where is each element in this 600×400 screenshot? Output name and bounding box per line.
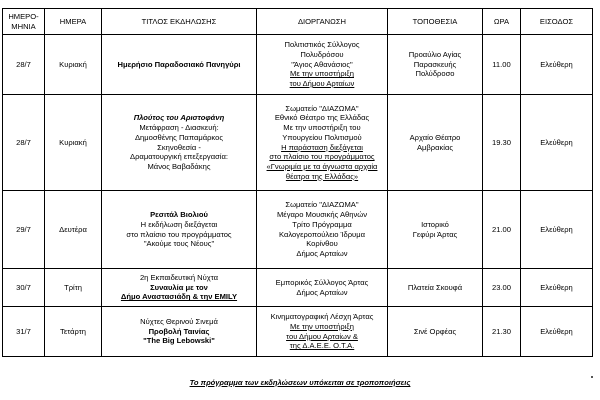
- cell-time: 21.30: [483, 307, 521, 357]
- table-row: [3, 35, 593, 95]
- footnote: Το πρόγραμμα των εκδηλώσεων υπόκειται σε τροποποιήσεις: [189, 378, 411, 387]
- cell-organizer: Εμπορικός Σύλλογος Άρτας Δήμος Αρταίων: [257, 269, 388, 307]
- cell-organizer: Κινηματογραφική Λέσχη Άρτας Με την υποστήριξη του Δήμου Αρταίων & της Δ.Α.Ε.Ε. Ο.Τ.Α.: [257, 307, 388, 357]
- cell-location: Προαύλιο Αγίας Παρασκευής Πολύδροσο: [388, 35, 483, 95]
- table-row: [3, 191, 593, 269]
- header-row: [3, 9, 593, 35]
- cell-entry: Ελεύθερη: [521, 307, 593, 357]
- header-organizer: ΔΙΟΡΓΑΝΩΣΗ: [257, 9, 388, 35]
- cell-entry: Ελεύθερη: [521, 35, 593, 95]
- cell-entry: Ελεύθερη: [521, 191, 593, 269]
- header-time: ΩΡΑ: [483, 9, 521, 35]
- table-row: [3, 95, 593, 191]
- cell-time: 21.00: [483, 191, 521, 269]
- cell-location: Αρχαίο Θέατρο Αμβρακίας: [388, 95, 483, 191]
- header-day: ΗΜΕΡΑ: [45, 9, 102, 35]
- cell-date: 31/7: [3, 307, 45, 357]
- cell-date: 30/7: [3, 269, 45, 307]
- cell-title: Πλούτος του Αριστοφάνη Μετάφραση - Διασκευή: Δημοσθένης Παπαμάρκος Σκηνοθεσία - Δραματουργική επεξεργασία: Μάνος Βαβαδάκης: [102, 95, 257, 191]
- cell-organizer: Πολιτιστικός Σύλλογος Πολυδρόσου "Άγιος Αθανάσιος" Με την υποστήριξη του Δήμου Αρταίων: [257, 35, 388, 95]
- cell-day: Δευτέρα: [45, 191, 102, 269]
- header-title: ΤΙΤΛΟΣ ΕΚΔΗΛΩΣΗΣ: [102, 9, 257, 35]
- cell-day: Τετάρτη: [45, 307, 102, 357]
- cell-entry: Ελεύθερη: [521, 95, 593, 191]
- table-row: [3, 269, 593, 307]
- cell-date: 29/7: [3, 191, 45, 269]
- cell-time: 19.30: [483, 95, 521, 191]
- header-date: ΗΜΕΡΟ- ΜΗΝΙΑ: [3, 9, 45, 35]
- header-location: ΤΟΠΟΘΕΣΙΑ: [388, 9, 483, 35]
- cell-title: Νύχτες Θερινού Σινεμά Προβολή Ταινίας "The Big Lebowski": [102, 307, 257, 357]
- events-table: [2, 8, 593, 357]
- cell-location: Ιστορικό Γεφύρι Άρτας: [388, 191, 483, 269]
- table-row: [3, 307, 593, 357]
- cell-day: Κυριακή: [45, 95, 102, 191]
- cell-entry: Ελεύθερη: [521, 269, 593, 307]
- cell-organizer: Σωματείο "ΔΙΑΖΩΜΑ" Μέγαρο Μουσικής Αθηνών Τρίτο Πρόγραμμα Καλογεροπούλειο Ίδρυμα Κορίνθου Δήμος Αρταίων: [257, 191, 388, 269]
- cell-time: 11.00: [483, 35, 521, 95]
- cell-title: Ημερήσιο Παραδοσιακό Πανηγύρι: [102, 35, 257, 95]
- cell-title: 2η Εκπαιδευτική Νύχτα Συναυλία με τον Δήμο Αναστασιάδη & την EMILY: [102, 269, 257, 307]
- cell-title: Ρεσιτάλ Βιολιού Η εκδήλωση διεξάγεται στο πλαίσιο του προγράμματος "Ακούμε τους Νέους": [102, 191, 257, 269]
- cell-location: Σινέ Ορφέας: [388, 307, 483, 357]
- cell-organizer: Σωματείο "ΔΙΑΖΩΜΑ" Εθνικό Θέατρο της Ελλάδας Με την υποστήριξη του Υπουργείου Πολιτισμού Η παράσταση διεξάγεται στο πλαίσιο του προγράμματος «Γνωριμία με τα άγνωστα αρχαία θέατρα της Ελλάδας»: [257, 95, 388, 191]
- cell-time: 23.00: [483, 269, 521, 307]
- corner-mark: [591, 376, 593, 378]
- cell-date: 28/7: [3, 95, 45, 191]
- cell-location: Πλατεία Σκουφά: [388, 269, 483, 307]
- cell-date: 28/7: [3, 35, 45, 95]
- header-entry: ΕΙΣΟΔΟΣ: [521, 9, 593, 35]
- cell-day: Τρίτη: [45, 269, 102, 307]
- cell-day: Κυριακή: [45, 35, 102, 95]
